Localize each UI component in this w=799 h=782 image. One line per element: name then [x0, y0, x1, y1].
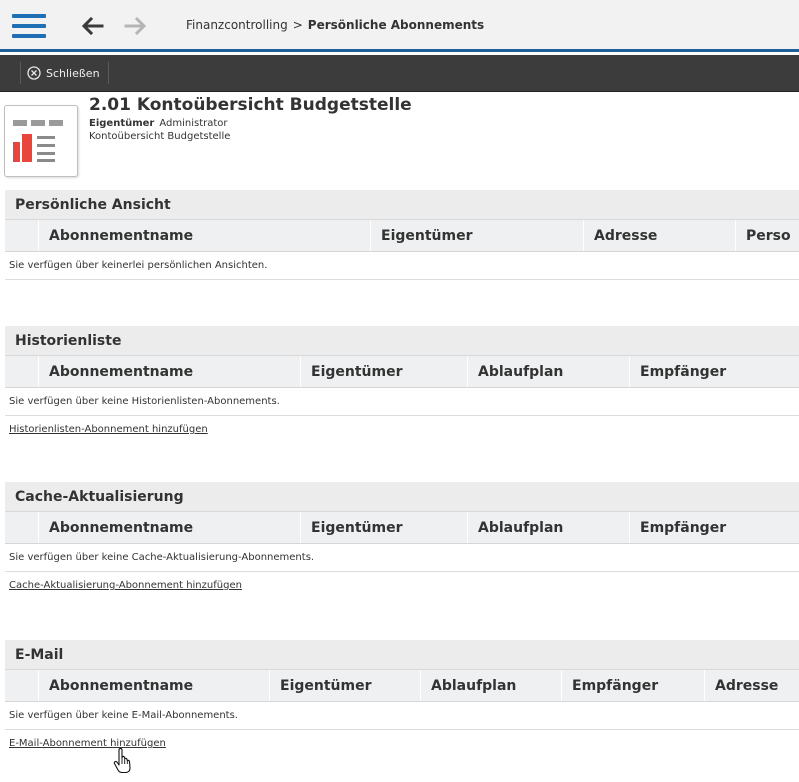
column-header-row [5, 356, 799, 388]
add-cache-subscription-link[interactable]: Cache-Aktualisierung-Abonnement hinzufügen [9, 580, 242, 591]
breadcrumb-current: Persönliche Abonnements [307, 18, 485, 32]
report-title: 2.01 Kontoübersicht Budgetstelle [89, 95, 412, 115]
section-title-history: Historienliste [5, 326, 799, 356]
close-button[interactable] [20, 62, 109, 84]
column-owner[interactable]: Eigentümer [300, 356, 467, 388]
owner-label: Eigentümer [89, 118, 155, 129]
column-owner[interactable]: Eigentümer [370, 220, 583, 252]
column-schedule[interactable]: Ablaufplan [467, 356, 629, 388]
column-address[interactable]: Adresse [583, 220, 735, 252]
empty-message-personal: Sie verfügen über keinerlei persönlichen Ansichten. [5, 252, 799, 280]
column-schedule[interactable]: Ablaufplan [420, 670, 561, 702]
hand-pointer-icon [113, 748, 133, 774]
column-select [5, 512, 38, 544]
column-header-row [5, 670, 799, 702]
top-navigation-bar [0, 0, 799, 52]
hamburger-icon[interactable] [12, 14, 46, 38]
add-email-subscription-link[interactable]: E-Mail-Abonnement hinzufügen [9, 738, 166, 749]
column-recipient[interactable]: Empfänger [561, 670, 704, 702]
column-owner[interactable]: Eigentümer [300, 512, 467, 544]
column-header-row [5, 220, 799, 252]
empty-message-email: Sie verfügen über keine E-Mail-Abonnements. [5, 702, 799, 730]
close-button-label: Schließen [46, 66, 100, 80]
breadcrumb [186, 18, 484, 32]
section-title-email: E-Mail [5, 640, 799, 670]
column-select [5, 220, 38, 252]
arrow-right-icon[interactable] [124, 16, 148, 36]
arrow-left-icon[interactable] [80, 16, 104, 36]
close-circle-icon [27, 66, 41, 80]
breadcrumb-parent[interactable]: Finanzcontrolling [186, 18, 288, 32]
column-subscription-name[interactable]: Abonnementname [38, 670, 269, 702]
section-cache-refresh [5, 482, 799, 600]
section-history-list [5, 326, 799, 444]
column-header-row [5, 512, 799, 544]
empty-message-cache: Sie verfügen über keine Cache-Aktualisierung-Abonnements. [5, 544, 799, 572]
section-personal-view [5, 190, 799, 280]
report-icon [4, 105, 78, 177]
column-subscription-name[interactable]: Abonnementname [38, 220, 370, 252]
column-select [5, 356, 38, 388]
column-subscription-name[interactable]: Abonnementname [38, 512, 300, 544]
toolbar [0, 55, 799, 92]
section-title-cache: Cache-Aktualisierung [5, 482, 799, 512]
column-recipient[interactable]: Empfänger [629, 512, 799, 544]
owner-value: Administrator [159, 118, 228, 129]
column-personal[interactable]: Perso [735, 220, 799, 252]
breadcrumb-separator: > [292, 18, 303, 32]
add-history-subscription-link[interactable]: Historienlisten-Abonnement hinzufügen [9, 424, 208, 435]
section-title-personal: Persönliche Ansicht [5, 190, 799, 220]
column-subscription-name[interactable]: Abonnementname [38, 356, 300, 388]
report-description: Kontoübersicht Budgetstelle [89, 131, 231, 142]
column-owner[interactable]: Eigentümer [269, 670, 420, 702]
empty-message-history: Sie verfügen über keine Historienlisten-Abonnements. [5, 388, 799, 416]
section-email [5, 640, 799, 758]
column-select [5, 670, 38, 702]
column-recipient[interactable]: Empfänger [629, 356, 799, 388]
column-schedule[interactable]: Ablaufplan [467, 512, 629, 544]
report-owner [89, 118, 228, 129]
column-address[interactable]: Adresse [704, 670, 799, 702]
